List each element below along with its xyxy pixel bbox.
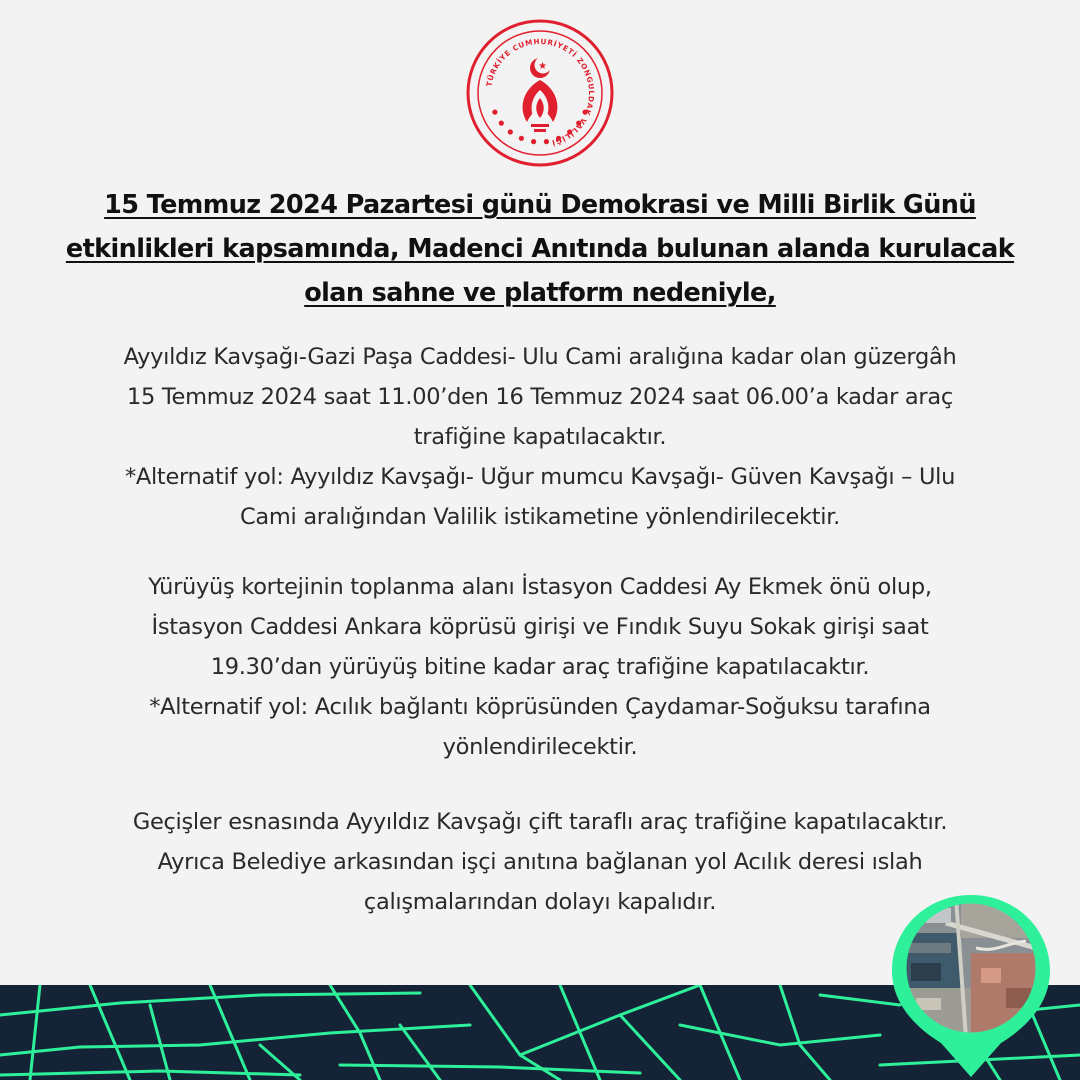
seal-star-icon — [519, 136, 524, 141]
headline-line: 15 Temmuz 2024 Pazartesi günü Demokrasi ve Milli Birlik Günü — [104, 190, 976, 220]
seal-star-icon — [531, 139, 536, 144]
paragraph-line: Geçişler esnasında Ayyıldız Kavşağı çift taraflı araç trafiğine kapatılacaktır. — [132, 809, 948, 835]
paragraph-line: trafiğine kapatılacaktır. — [413, 424, 667, 450]
closure-paragraph-2 — [20, 567, 1060, 767]
location-pin-aerial-photo — [886, 893, 1056, 1080]
headline-line: olan sahne ve platform nedeniyle, — [304, 278, 776, 308]
headline — [40, 183, 1040, 315]
zonguldak-valiligi-seal-icon — [465, 18, 615, 168]
seal-star-icon — [544, 139, 549, 144]
paragraph-line: *Alternatif yol: Acılık bağlantı köprüsünden Çaydamar-Soğuksu tarafına — [149, 694, 931, 720]
closure-paragraph-1 — [20, 337, 1060, 537]
paragraph-line: yönlendirilecektir. — [442, 734, 638, 760]
headline-line: etkinlikleri kapsamında, Madenci Anıtında bulunan alanda kurulacak — [65, 234, 1015, 264]
seal-ring-text: TÜRKİYE CUMHURİYETİ ZONGULDAK VALİLİĞİ — [484, 36, 597, 148]
paragraph-line: İstasyon Caddesi Ankara köprüsü girişi ve Fındık Suyu Sokak girişi saat — [151, 614, 929, 640]
seal-star-icon — [492, 110, 497, 115]
paragraph-line: Ayyıldız Kavşağı-Gazi Paşa Caddesi- Ulu Cami aralığına kadar olan güzergâh — [123, 344, 957, 370]
paragraph-line: 15 Temmuz 2024 saat 11.00’den 16 Temmuz 2024 saat 06.00’a kadar araç — [127, 384, 953, 410]
paragraph-line: çalışmalarından dolayı kapalıdır. — [363, 889, 717, 915]
seal-star-icon — [499, 121, 504, 126]
paragraph-line: Yürüyüş kortejinin toplanma alanı İstasyon Caddesi Ay Ekmek önü olup, — [148, 574, 932, 600]
paragraph-line: Cami aralığından Valilik istikametine yönlendirilecektir. — [240, 504, 840, 530]
seal-star-icon — [508, 129, 513, 134]
paragraph-line: Ayrıca Belediye arkasından işçi anıtına bağlanan yol Acılık deresi ıslah — [157, 849, 923, 875]
paragraph-line: *Alternatif yol: Ayyıldız Kavşağı- Uğur mumcu Kavşağı- Güven Kavşağı – Ulu — [124, 464, 956, 490]
paragraph-line: 19.30’dan yürüyüş bitine kadar araç trafiğine kapatılacaktır. — [210, 654, 870, 680]
